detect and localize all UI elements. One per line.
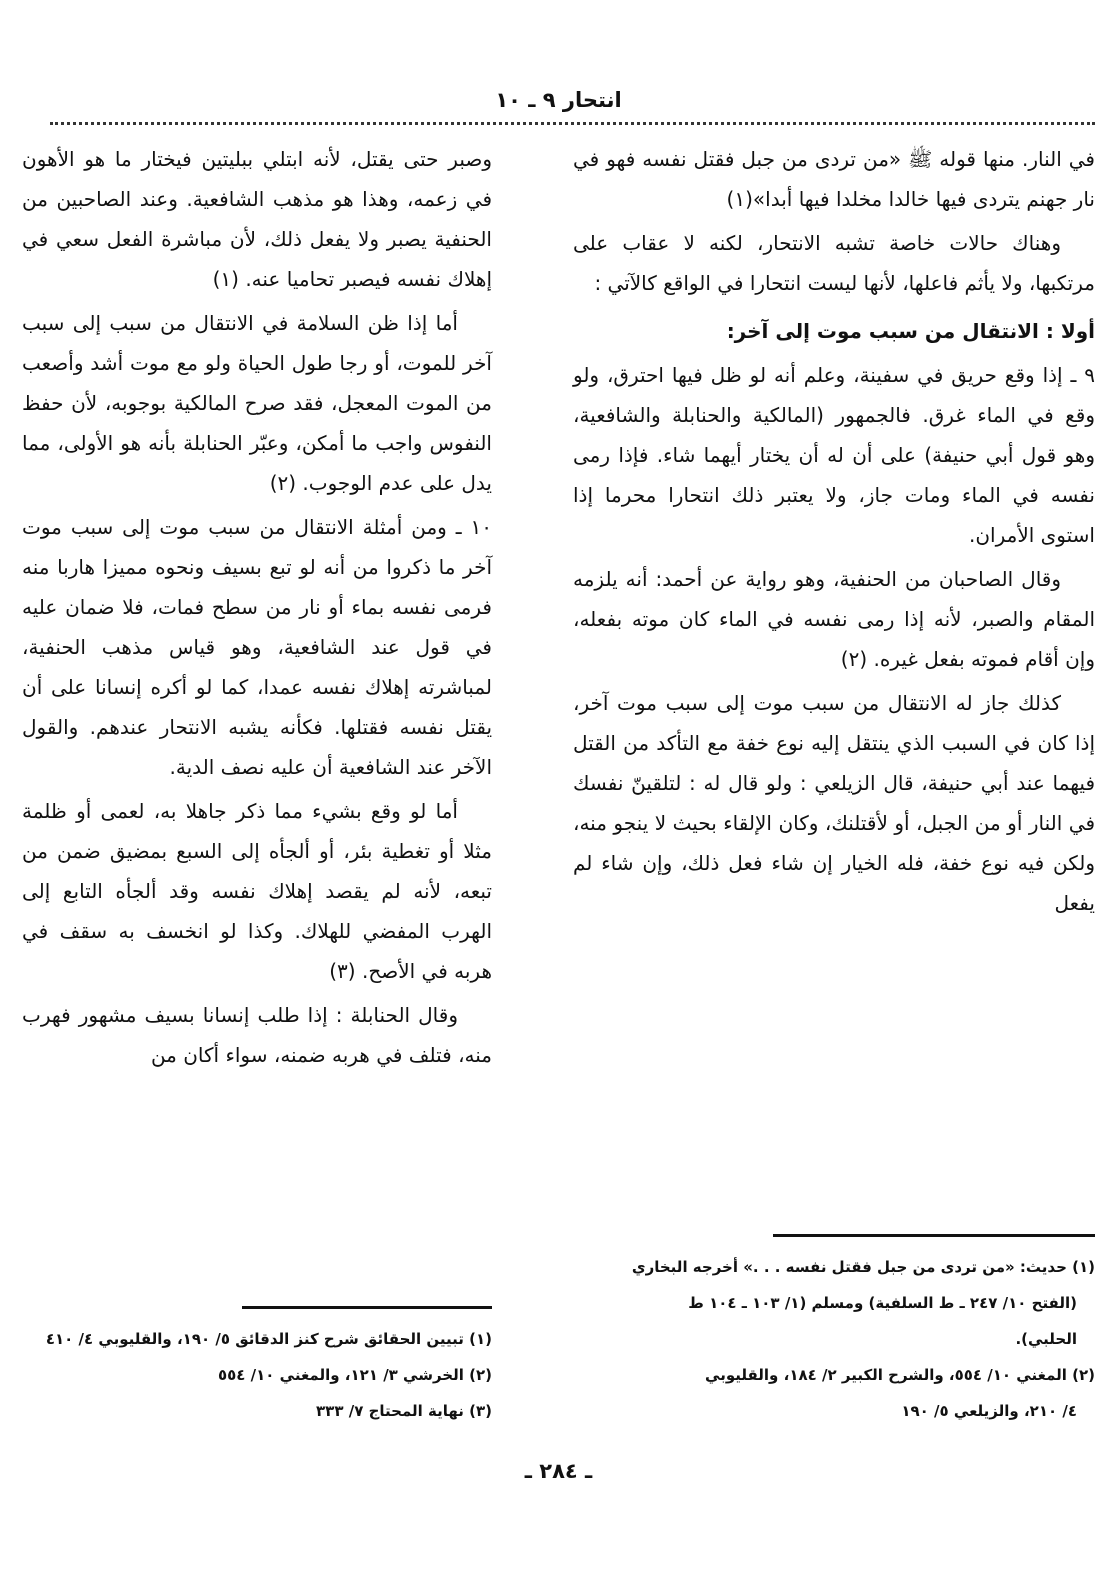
section-heading: [573, 311, 1095, 351]
text-line: غيره. (٢): [840, 647, 918, 671]
text-line: في الماء كان موته بفعله، وإن أقام فموته بفعل: [573, 607, 1095, 671]
text-line: عدم الوجوب. (٢): [269, 471, 414, 495]
right-column-body: [573, 139, 1095, 927]
text-line: وصبر حتى يقتل، لأنه ابتلي ببليتين فيختار ما هو: [84, 147, 492, 171]
footnote: [22, 1321, 492, 1357]
footnote-line: (١) تبيين الحقائق شرح كنز الدقائق ٥/ ١٩٠، والقليوبي ٤/ ٤١٠: [45, 1330, 492, 1348]
page-number: ـ ٢٨٤ ـ: [524, 1459, 593, 1483]
text-line: فلا ضمان عليه في قول عند الشافعية، وهو قياس: [22, 595, 492, 659]
text-line: المالكية بوجوبه، لأن حفظ النفوس واجب ما: [22, 391, 492, 455]
text-line: أحمد: أنه يلزمه المقام والصبر، لأنه إذا رمى نفسه: [573, 567, 1096, 631]
left-column: [22, 139, 492, 1429]
text-line: مذهب الحنفية، لمباشرته إهلاك نفسه عمدا، كما لو: [22, 635, 492, 699]
text-line: أكره إنسانا على أن يقتل نفسه فقتلها. فكأنه يشبه: [22, 675, 493, 739]
text-line: إليه نوع خفة مع التأكد من القتل فيهما عند: [573, 731, 1096, 795]
section-heading-text: أولا : الانتقال من سبب موت إلى آخر:: [726, 319, 1095, 343]
text-line: وقال الصاحبان من الحنفية، وهو رواية عن: [710, 567, 1062, 591]
text-line: والحنابلة والشافعية، وهو قول أبي حنيفة) على أن: [573, 403, 1095, 467]
text-line: نفسه فهو في نار جهنم يتردى فيها خالدا مخلدا فيها: [573, 147, 1095, 211]
text-line: أما لو وقع بشيء مما ذكر جاهلا به، لعمى أو: [76, 799, 458, 823]
footnote-line: (الفتح ١٠/ ٢٤٧ ـ ط السلفية) ومسلم (١/ ١٠٣ ـ ١٠٤ ط: [688, 1294, 1077, 1312]
paragraph: [573, 223, 1095, 303]
text-line: عليه نصف الدية.: [169, 755, 306, 779]
text-line: كذلك جاز له الانتقال من سبب موت إلى: [716, 691, 1061, 715]
footnote: [22, 1393, 492, 1429]
text-line: ضمن من تبعه، لأنه لم يقصد إهلاك نفسه وقد: [22, 839, 492, 903]
paragraph: [573, 559, 1095, 679]
paragraph: [22, 995, 492, 1075]
footnote-line: (٢) المغني ١٠/ ٥٥٤، والشرح الكبير ٢/ ١٨٤، والقليوبي: [705, 1366, 1095, 1384]
footnote-line: ٤/ ٢١٠، والزيلعي ٥/ ١٩٠: [901, 1402, 1077, 1420]
paragraph: [22, 507, 492, 787]
text-line: أما إذا ظن السلامة في الانتقال من سبب إلى: [72, 311, 458, 335]
footnote: [573, 1249, 1095, 1285]
text-line: مباشرة الفعل سعي في إهلاك نفسه فيصبر تحاميا: [22, 227, 492, 291]
footnote-line: الحلبي).: [1015, 1330, 1077, 1348]
text-line: سبب آخر للموت، أو رجا طول الحياة ولو مع موت: [22, 311, 492, 375]
text-line: نفسك في النار أو من الجبل، أو لأقتلنك، وكان: [573, 771, 1096, 835]
text-line: الأهون في زعمه، وهذا هو مذهب الشافعية. وعند: [22, 147, 493, 211]
text-line: موت آخر ما ذكروا من أنه لو تبع بسيف ونحوه مميزا: [22, 515, 492, 579]
paragraph: [573, 355, 1095, 555]
text-line: فهرب منه، فتلف في هربه ضمنه، سواء أكان من: [22, 1003, 492, 1067]
paragraph: [22, 139, 492, 299]
text-line: عنه. (١): [212, 267, 281, 291]
text-line: الصاحبين من الحنفية يصبر ولا يفعل ذلك، لأن: [22, 187, 492, 251]
text-line: ٩ ـ إذا وقع حريق في سفينة، وعلم أنه لو ظل فيها: [671, 363, 1095, 387]
header-divider: [50, 122, 1095, 125]
text-line: له أن يختار أيهما شاء. فإذا رمى نفسه في الماء ومات: [573, 443, 1095, 507]
text-line: في النار. منها قوله ﷺ «من تردى من جبل فقتل: [693, 147, 1095, 171]
text-line: أبدا»(١): [726, 187, 793, 211]
left-column-body: [22, 139, 492, 1079]
footnote: [573, 1357, 1095, 1393]
footnote: [22, 1357, 492, 1393]
footnote-line: (١) حديث: «من تردى من جبل فقتل نفسه . . .» أخرجه البخاري: [631, 1258, 1095, 1276]
text-line: احترق، ولو وقع في الماء غرق. فالجمهور (المالكية: [573, 363, 1095, 427]
footnote-rule: [773, 1234, 1095, 1237]
text-line: الإلقاء بحيث لا ينجو منه، ولكن فيه نوع خفة،: [573, 811, 1096, 875]
footnote-rule: [242, 1306, 492, 1309]
text-line: جاز، ولا يعتبر ذلك انتحارا محرما إذا استوى: [573, 483, 1095, 547]
text-line: فله الخيار إن شاء فعل ذلك، وإن شاء لم يفعل: [573, 851, 1095, 915]
footnote-line: (٢) الخرشي ٣/ ١٢١، والمغني ١٠/ ٥٥٤: [217, 1366, 492, 1384]
text-line: سبب موت آخر، إذا كان في السبب الذي ينتقل: [573, 691, 1096, 755]
text-line: وقال الحنابلة : إذا طلب إنسانا بسيف مشهور: [78, 1003, 458, 1027]
left-footnotes: [22, 1290, 492, 1429]
text-line: انتحارا في الواقع كالآتي :: [594, 271, 802, 295]
columns: [22, 139, 1095, 1429]
text-line: ظلمة مثلا أو تغطية بئر، أو ألجأه إلى السبع بمضيق: [22, 799, 492, 863]
text-line: ألجأه التابع إلى الهرب المفضي للهلاك. وكذا لو: [22, 879, 493, 943]
footnote: [573, 1393, 1095, 1429]
footnote: [573, 1285, 1095, 1321]
paragraph: [22, 303, 492, 503]
footnote: [573, 1321, 1095, 1357]
text-line: هاربا منه فرمى نفسه بماء أو نار من سطح فمات،: [22, 555, 492, 619]
paragraph: [573, 139, 1095, 219]
text-line: أبي حنيفة، قال الزيلعي : ولو قال له : لتلقينّ: [631, 771, 1009, 795]
right-column: [573, 139, 1095, 1429]
text-line: أمكن، وعبّر الحنابلة بأنه هو الأولى، مما يدل على: [22, 431, 492, 495]
paragraph: [22, 791, 492, 991]
text-line: وهناك حالات خاصة تشبه الانتحار، لكنه لا: [683, 231, 1062, 255]
text-line: الانتحار عندهم. والقول الآخر عند الشافعية أن: [22, 715, 492, 779]
text-line: عقاب على مرتكبها، ولا يأثم فاعلها، لأنها ليست: [573, 231, 1095, 295]
text-line: أشد وأصعب من الموت المعجل، فقد صرح: [22, 351, 492, 415]
right-footnotes: [573, 1218, 1095, 1429]
running-header: انتحار ٩ ـ ١٠: [495, 88, 622, 112]
paragraph: [573, 683, 1095, 923]
text-line: انخسف به سقف في هربه في الأصح. (٣): [22, 919, 492, 983]
footnote-line: (٣) نهاية المحتاج ٧/ ٣٣٣: [316, 1402, 492, 1420]
text-line: الأمران.: [968, 523, 1035, 547]
text-line: ١٠ ـ ومن أمثلة الانتقال من سبب موت إلى سبب: [70, 515, 493, 539]
